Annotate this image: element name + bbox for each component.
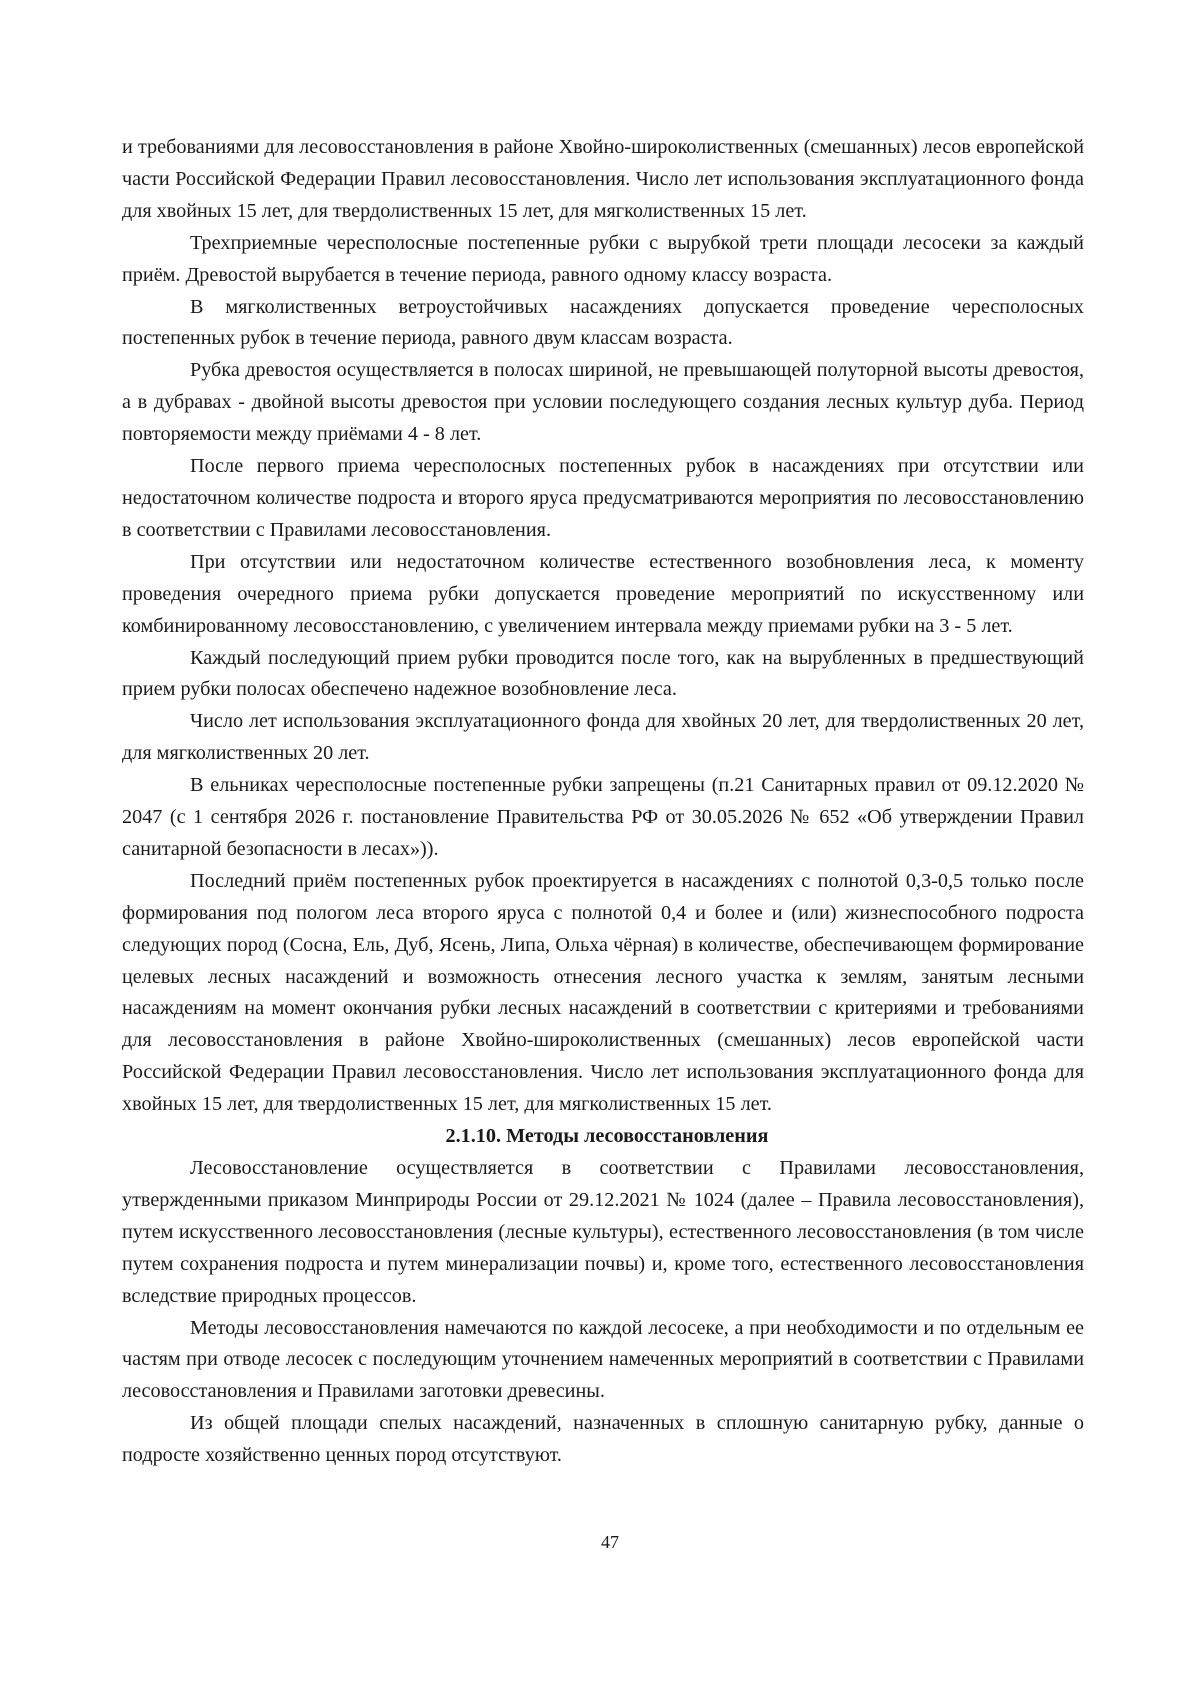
page-number: 47: [601, 1532, 619, 1552]
paragraph-continuation: и требованиями для лесовосстановления в районе Хвойно-широколиственных (смешанных) лесов европейской части Российской Федерации Правил лесовосстановления. Число лет использования эксплуатационного фонда для хвойных 15 лет, для твердолиственных 15 лет, для мягколиственных 15 лет.: [122, 136, 1084, 222]
paragraph-subsequent-stage: Каждый последующий прием рубки проводится после того, как на вырубленных в предшествующий прием рубки полосах обеспечено надежное возобновление леса.: [122, 646, 1084, 701]
paragraph-reforestation: Лесовосстановление осуществляется в соответствии с Правилами лесовосстановления, утвержденными приказом Минприроды России от 29.12.2021 № 1024 (далее – Правила лесовосстановления), путем искусственного лесовосстановления (лесные культуры), естественного лесовосстановления (в том числе путем сохранения подроста и путем минерализации почвы) и, кроме того, естественного лесовосстановления вследствие природных процессов.: [122, 1157, 1084, 1307]
paragraph-years-of-use: Число лет использования эксплуатационного фонда для хвойных 20 лет, для твердолиственных 20 лет, для мягколиственных 20 лет.: [122, 710, 1084, 765]
paragraph-reforestation-methods: Методы лесовосстановления намечаются по каждой лесосеке, а при необходимости и по отдельным ее частям при отводе лесосек с последующим уточнением намеченных мероприятий в соответствии с Правилами лесовосстановления и Правилами заготовки древесины.: [122, 1316, 1084, 1403]
paragraph-strip-width: Рубка древостоя осуществляется в полосах шириной, не превышающей полуторной высоты древостоя, а в дубравах - двойной высоты древостоя при условии последующего создания лесных культур дуба. Период повторяемости между приёмами 4 - 8 лет.: [122, 359, 1084, 446]
paragraph-three-stage-cuttings: Трехприемные чересполосные постепенные рубки с вырубкой трети площади лесосеки за каждый приём. Древостой вырубается в течение периода, равного одному классу возраста.: [122, 231, 1084, 286]
paragraph-last-stage: Последний приём постепенных рубок проектируется в насаждениях с полнотой 0,3-0,5 только после формирования под пологом леса второго яруса с полнотой 0,4 и более и (или) жизнеспособного подроста следующих пород (Сосна, Ель, Дуб, Ясень, Липа, Ольха чёрная) в количестве, обеспечивающем формирование целевых лесных насаждений и возможность отнесения лесного участка к землям, занятым лесными насаждениям на момент окончания рубки лесных насаждений в соответствии с критериями и требованиями для лесовосстановления в районе Хвойно-широколиственных (смешанных) лесов европейской части Российской Федерации Правил лесовосстановления. Число лет использования эксплуатационного фонда для хвойных 15 лет, для твердолиственных 15 лет, для мягколиственных 15 лет.: [122, 869, 1084, 1116]
paragraph-first-stage: После первого приема чересполосных постепенных рубок в насаждениях при отсутствии или недостаточном количестве подроста и второго яруса предусматриваются мероприятия по лесовосстановлению в соответствии с Правилами лесовосстановления.: [122, 455, 1084, 541]
paragraph-spruce-prohibition: В ельниках чересполосные постепенные рубки запрещены (п.21 Санитарных правил от 09.12.2020 № 2047 (с 1 сентября 2026 г. постановление Правительства РФ от 30.05.2026 № 652 «Об утверждении Правил санитарной безопасности в лесах»)).: [122, 774, 1084, 860]
section-heading: 2.1.10. Методы лесовосстановления: [445, 1125, 769, 1148]
paragraph-undergrowth-data: Из общей площади спелых насаждений, назначенных в сплошную санитарную рубку, данные о подросте хозяйственно ценных пород отсутствуют.: [122, 1412, 1084, 1467]
paragraph-softwood-stands: В мягколиственных ветроустойчивых насаждениях допускается проведение чересполосных постепенных рубок в течение периода, равного двум классам возраста.: [122, 295, 1084, 350]
document-page: [122, 132, 1084, 1472]
paragraph-insufficient-regeneration: При отсутствии или недостаточном количестве естественного возобновления леса, к моменту проведения очередного приема рубки допускается проведение мероприятий по искусственному или комбинированному лесовосстановлению, с увеличением интервала между приемами рубки на 3 - 5 лет.: [122, 550, 1084, 637]
